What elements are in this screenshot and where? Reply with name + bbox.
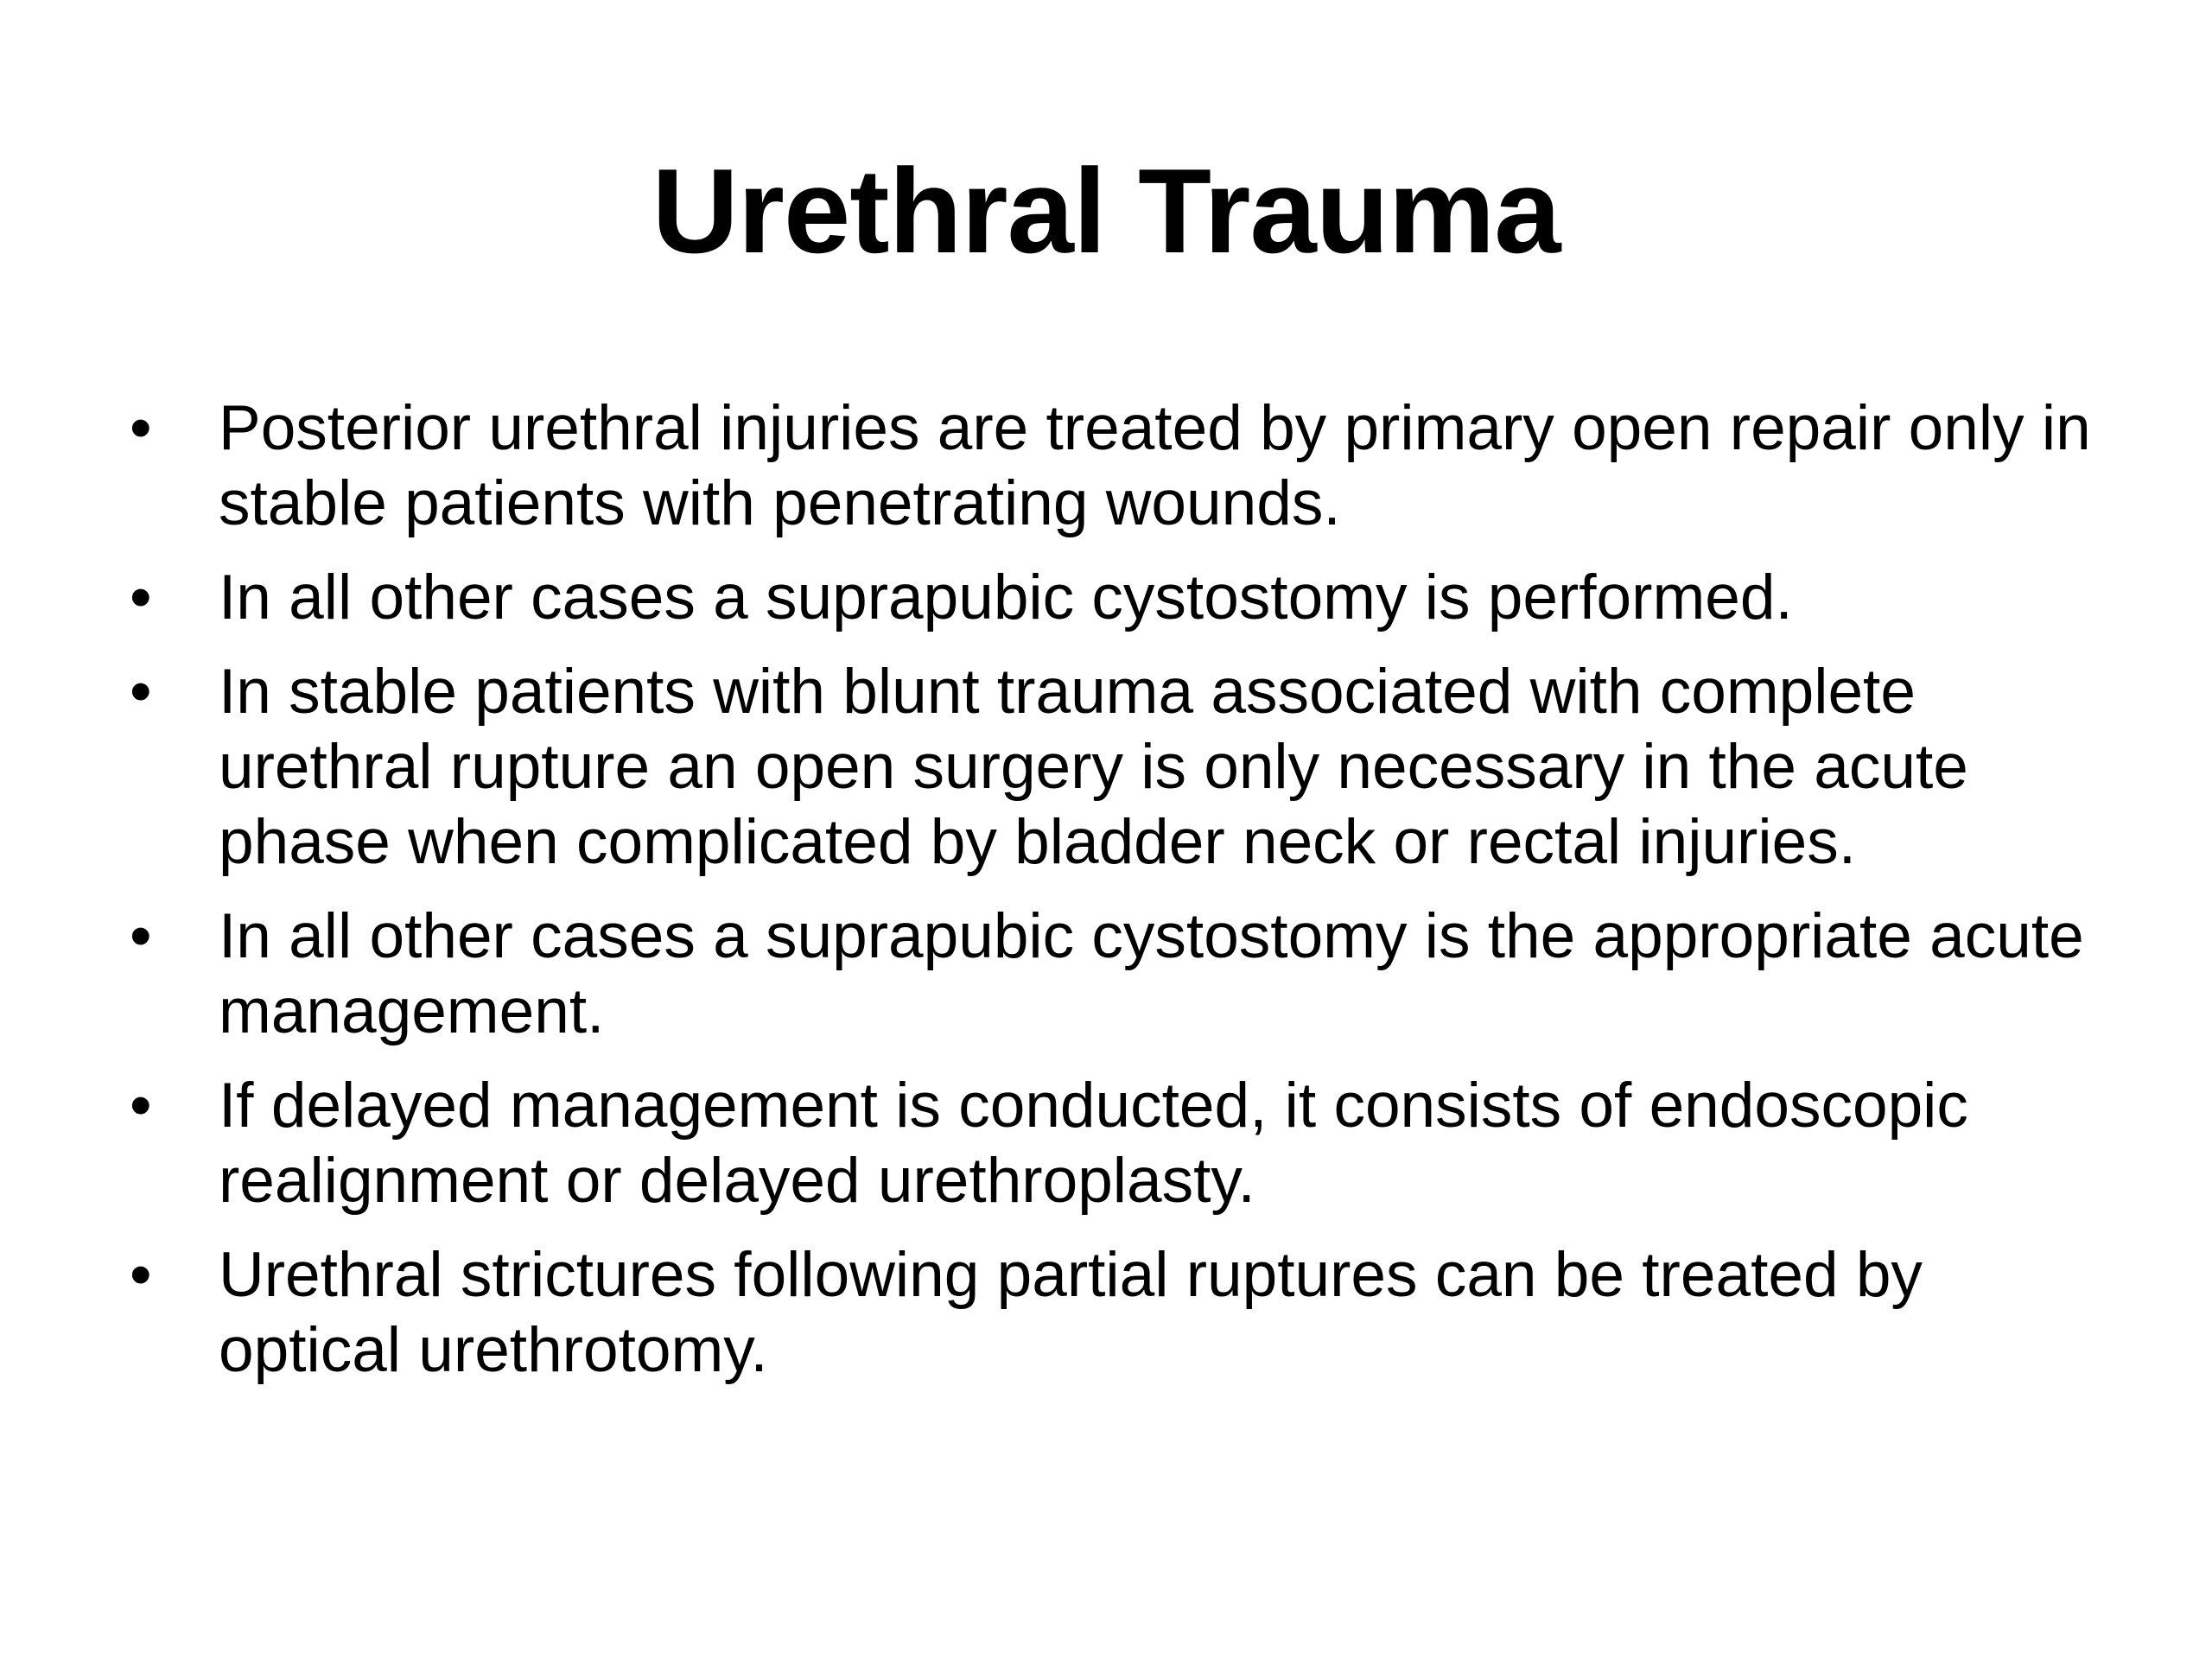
bullet-icon: •	[130, 1071, 152, 1141]
bullet-item	[130, 899, 2117, 1049]
bullet-text: In stable patients with blunt trauma associated with complete urethral rupture an open surgery is only necessary in the acute phase when complicated by bladder neck or rectal injuries.	[219, 657, 1968, 877]
bullet-item	[130, 1237, 2117, 1388]
bullet-text: In all other cases a suprapubic cystostomy is performed.	[219, 563, 1793, 632]
bullet-icon: •	[130, 563, 152, 632]
bullet-list	[130, 391, 2117, 1407]
bullet-text: If delayed management is conducted, it consists of endoscopic realignment or delayed urethroplasty.	[219, 1071, 1968, 1216]
bullet-icon: •	[130, 393, 152, 463]
bullet-item	[130, 391, 2117, 541]
bullet-text: Posterior urethral injuries are treated by primary open repair only in stable patients with penetrating wounds.	[219, 393, 2091, 538]
bullet-text: In all other cases a suprapubic cystostomy is the appropriate acute management.	[219, 901, 2084, 1046]
bullet-icon: •	[130, 901, 152, 971]
bullet-item	[130, 654, 2117, 880]
slide-title: Urethral Trauma	[652, 144, 1560, 278]
bullet-icon: •	[130, 1240, 152, 1310]
bullet-text: Urethral strictures following partial ruptures can be treated by optical urethrotomy.	[219, 1240, 1923, 1385]
bullet-item	[130, 1068, 2117, 1218]
bullet-item	[130, 560, 2117, 635]
bullet-icon: •	[130, 657, 152, 727]
